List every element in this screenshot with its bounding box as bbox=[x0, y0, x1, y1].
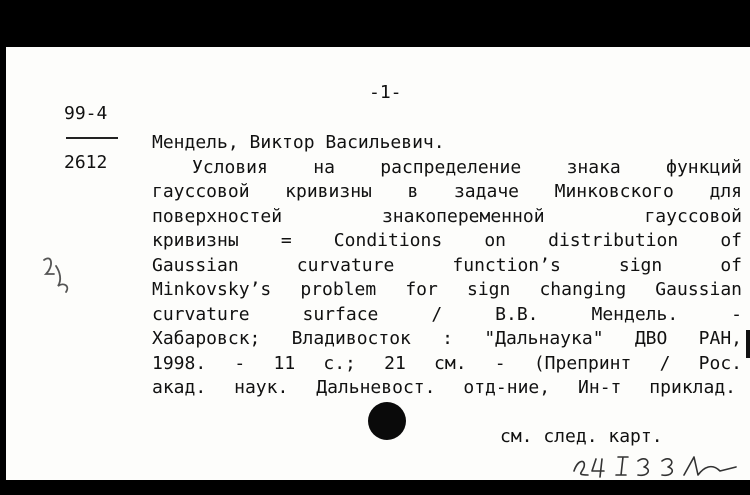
handwritten-inventory-number-icon bbox=[566, 445, 746, 481]
author-heading: Мендель, Виктор Васильевич. bbox=[152, 132, 445, 153]
card-edge-mark bbox=[746, 330, 750, 358]
description-line: кривизны = Conditions on distribution of bbox=[152, 230, 742, 251]
description-line: Gaussian curvature function’s sign of bbox=[152, 255, 742, 276]
punch-hole bbox=[368, 402, 406, 440]
handwritten-margin-mark-icon bbox=[36, 252, 76, 302]
description-line: Хабаровск; Владивосток : "Дальнаука" ДВО РАН, bbox=[152, 328, 742, 349]
call-number-top: 99-4 bbox=[64, 103, 108, 124]
call-number-bottom: 2612 bbox=[64, 152, 108, 173]
see-next-card: см. след. карт. bbox=[500, 426, 663, 447]
catalog-card bbox=[6, 47, 750, 480]
call-number-divider bbox=[66, 137, 118, 139]
description-line: curvature surface / В.В. Мендель. - bbox=[152, 304, 742, 325]
description-line: Условия на распределение знака функций bbox=[192, 157, 742, 178]
page-number: -1- bbox=[369, 82, 402, 103]
description-line: акад. наук. Дальневост. отд-ние, Ин-т приклад. bbox=[152, 377, 736, 398]
description-line: гауссовой кривизны в задаче Минковского для bbox=[152, 181, 742, 202]
description-line: 1998. - 11 с.; 21 см. - (Препринт / Рос. bbox=[152, 353, 742, 374]
description-line: поверхностей знакопеременной гауссовой bbox=[152, 206, 742, 227]
description-line: Minkovsky’s problem for sign changing Gaussian bbox=[152, 279, 742, 300]
